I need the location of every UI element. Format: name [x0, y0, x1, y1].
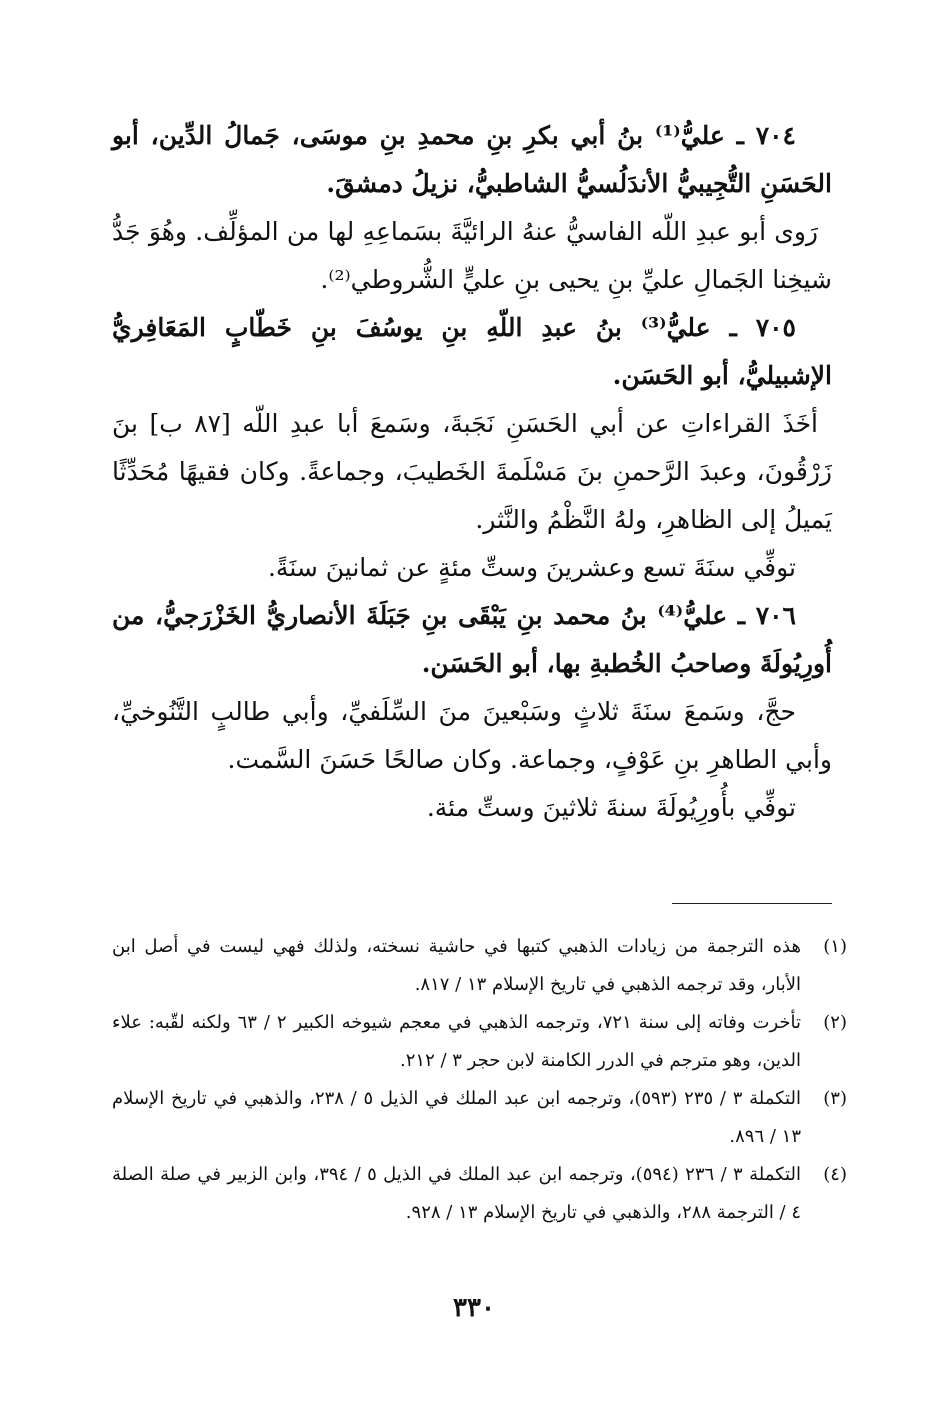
entry-heading-704: ٧٠٤ ـ عليُّ⁽¹⁾ بنُ أبي بكرِ بنِ محمدِ بنِ موسَى، جَمالُ الدِّين، أبو الحَسَنِ التُّجِيبيُّ الأندَلُسيُّ الشاطبيُّ، نزيلُ دمشقَ. [112, 121, 832, 198]
entry-paragraph: توفِّي سنَةَ تسع وعشرينَ وستِّ مئةٍ عن ثمانينَ سنَةً. [267, 553, 796, 582]
footnote-text: التكملة ٣ / ٢٣٥ (٥٩٣)، وترجمه ابن عبد الملك في الذيل ٥ / ٢٣٨، والذهبي في تاريخ الإسلام ١٣ / ٨٩٦. [112, 1088, 801, 1147]
page-number: ٣٣٠ [453, 1293, 495, 1323]
entry-paragraph: حجَّ، وسَمعَ سنَةَ ثلاثٍ وسَبْعينَ منَ السِّلَفيِّ، وأبي طالبٍ التَّنُوخيِّ، وأبي الطاهرِ بنِ عَوْفٍ، وجماعة. وكان صالحًا حَسَنَ السَّمت. [112, 697, 832, 774]
entry-heading-706: ٧٠٦ ـ عليُّ⁽⁴⁾ بنُ محمد بنِ يَبْقَى بنِ جَبَلَةَ الأنصاريُّ الخَزْرَجيُّ، من أُورِيُولَةَ وصاحبُ الخُطبةِ بها، أبو الحَسَن. [112, 601, 832, 678]
footnote [112, 1080, 847, 1156]
footnote-number: (٢) [823, 1012, 847, 1033]
footnote-number: (٣) [823, 1088, 847, 1109]
footnote-divider [672, 903, 832, 904]
footnote [112, 1004, 847, 1080]
footnote-text: هذه الترجمة من زيادات الذهبي كتبها في حاشية نسخته، ولذلك فهي ليست في أصل ابن الأبار، وقد ترجمه الذهبي في تاريخ الإسلام ١٣ / ٨١٧. [112, 936, 801, 995]
footnote-number: (١) [823, 936, 847, 957]
main-text [112, 112, 832, 832]
entry-paragraph: أخَذَ القراءاتِ عن أبي الحَسَنِ نَجَبةَ، وسَمعَ أبا عبدِ اللّه [٨٧ ب] بنَ زَرْقُونَ، وعبدَ الرَّحمنِ بنَ مَسْلَمةَ الخَطيبَ، وجماعةً. وكان فقيهًا مُحَدِّثًا يَميلُ إلى الظاهرِ، ولهُ النَّظْمُ والنَّثر. [112, 409, 832, 534]
footnote-text: تأخرت وفاته إلى سنة ٧٢١، وترجمه الذهبي في معجم شيوخه الكبير ٢ / ٦٣ ولكنه لقّبه: علاء الدين، وهو مترجم في الدرر الكامنة لابن حجر ٣ / ٢١٢. [112, 1012, 802, 1071]
entry-paragraph: رَوى أبو عبدِ اللّه الفاسيُّ عنهُ الرائيَّةَ بسَماعِهِ لها من المؤلِّف. وهُوَ جَدُّ شيخِنا الجَمالِ عليِّ بنِ يحيى بنِ عليٍّ الشُّروطي⁽²⁾. [112, 217, 832, 294]
footnote [112, 928, 847, 1004]
footnotes [112, 928, 847, 1232]
footnote [112, 1156, 847, 1232]
entry-heading-705: ٧٠٥ ـ عليُّ⁽³⁾ بنُ عبدِ اللّهِ بنِ يوسُفَ بنِ خَطّابٍ المَعَافِريُّ الإشبيليُّ، أبو الحَسَن. [112, 313, 832, 390]
footnote-number: (٤) [823, 1164, 847, 1185]
entry-paragraph: توفِّي بأُورِيُولَةَ سنةَ ثلاثينَ وستِّ مئة. [426, 793, 796, 822]
footnote-text: التكملة ٣ / ٢٣٦ (٥٩٤)، وترجمه ابن عبد الملك في الذيل ٥ / ٣٩٤، وابن الزبير في صلة الصلة ٤ / الترجمة ٢٨٨، والذهبي في تاريخ الإسلام ١٣ / ٩٢٨. [112, 1164, 801, 1223]
